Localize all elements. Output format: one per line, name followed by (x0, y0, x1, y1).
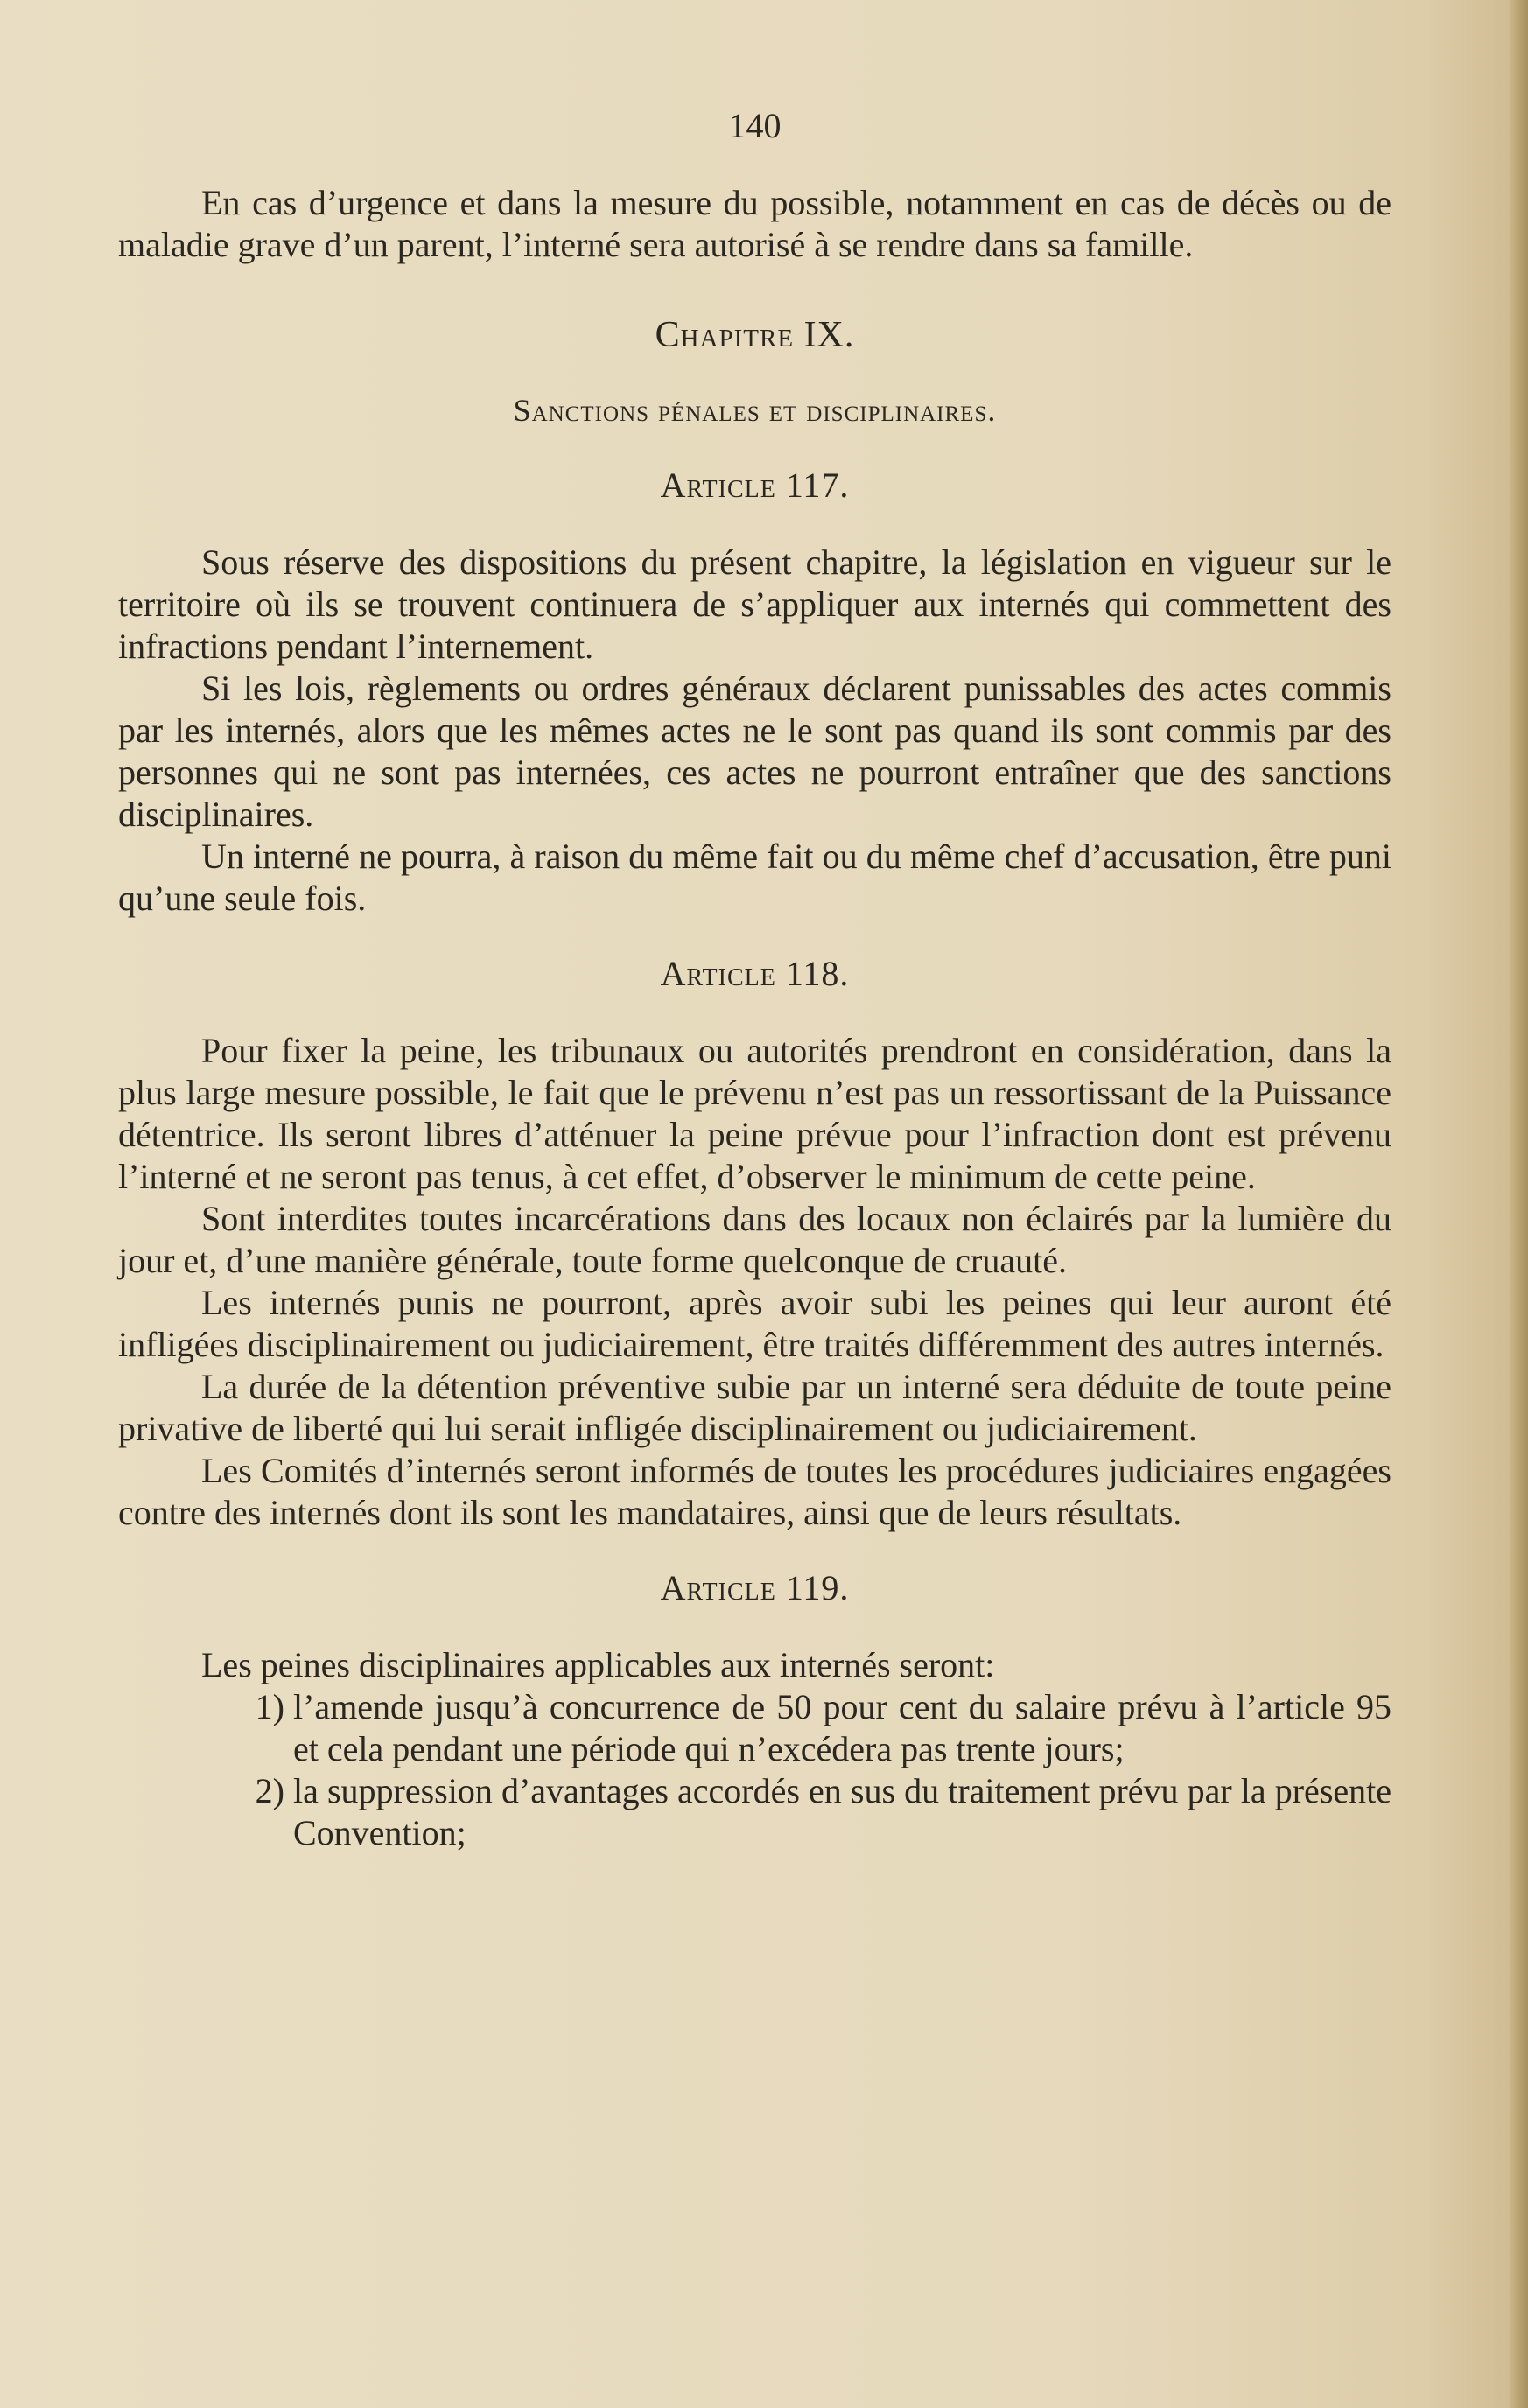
list-item-text: la suppression d’avantages accordés en sus du traitement prévu par la présente Convention; (293, 1771, 1391, 1852)
spacer (118, 507, 1391, 542)
list-item-number: 2) (255, 1771, 284, 1810)
article-118-paragraph-4: La durée de la détention préventive subie par un interné sera déduite de toute peine privative de liberté qui lui serait infligée disciplinairement ou judiciairement. (118, 1367, 1391, 1448)
spacer (118, 995, 1391, 1030)
spacer (118, 1609, 1391, 1644)
article-117-paragraph-2: Si les lois, règlements ou ordres généraux déclarent punissables des actes commis par les internés, alors que les mêmes actes ne le sont pas quand ils sont commis par des personnes qui ne sont pas internées, ces actes ne pourront entraîner que des sanctions disciplinaires. (118, 668, 1391, 834)
intro-paragraph: En cas d’urgence et dans la mesure du possible, notamment en cas de décès ou de maladie grave d’un parent, l’interné sera autorisé à se rendre dans sa famille. (118, 183, 1391, 264)
list-item-text: l’amende jusqu’à concurrence de 50 pour cent du salaire prévu à l’article 95 et cela pendant une période qui n’excédera pas trente jours; (293, 1687, 1391, 1768)
article-118-title: Article 118. (660, 954, 850, 993)
article-119-title: Article 119. (660, 1568, 850, 1607)
article-119-intro: Les peines disciplinaires applicables aux internés seront: (201, 1645, 995, 1684)
list-item-number: 1) (255, 1687, 284, 1726)
page-edge (1510, 0, 1528, 2408)
penalty-list (118, 1686, 1391, 1854)
article-118-paragraph-1: Pour fixer la peine, les tribunaux ou autorités prendront en considération, dans la plus large mesure possible, le fait que le prévenu n’est pas un ressortissant de la Puissance détentrice. Ils seront libres d’atténuer la peine prévue pour l’infraction dont est prévenu l’interné et ne seront pas tenus, à cet effet, d’observer le minimum de cette peine. (118, 1031, 1391, 1196)
list-item (118, 1686, 1391, 1770)
article-117-paragraph-1: Sous réserve des dispositions du présent chapitre, la législation en vigueur sur le territoire où ils se trouvent continuera de s’appliquer aux internés qui commettent des infractions pendant l’internement. (118, 542, 1391, 666)
page-number: 140 (728, 106, 782, 145)
article-117-title: Article 117. (660, 466, 850, 505)
article-118-paragraph-5: Les Comités d’internés seront informés de toutes les procédures judiciaires engagées contre des internés dont ils sont les mandataires, ainsi que de leurs résultats. (118, 1451, 1391, 1532)
article-118-paragraph-3: Les internés punis ne pourront, après avoir subi les peines qui leur auront été infligées disciplinairement ou judiciairement, être traités différemment des autres internés. (118, 1283, 1391, 1364)
chapter-subtitle: Sanctions pénales et disciplinaires. (513, 393, 997, 428)
article-117-paragraph-3: Un interné ne pourra, à raison du même fait ou du même chef d’accusation, être puni qu’une seule fois. (118, 836, 1391, 918)
list-item (118, 1770, 1391, 1854)
article-118-paragraph-2: Sont interdites toutes incarcérations dans des locaux non éclairés par la lumière du jour et, d’une manière générale, toute forme quelconque de cruauté. (118, 1199, 1391, 1280)
chapter-title: Chapitre IX. (655, 315, 855, 355)
text-column (118, 105, 1391, 1854)
